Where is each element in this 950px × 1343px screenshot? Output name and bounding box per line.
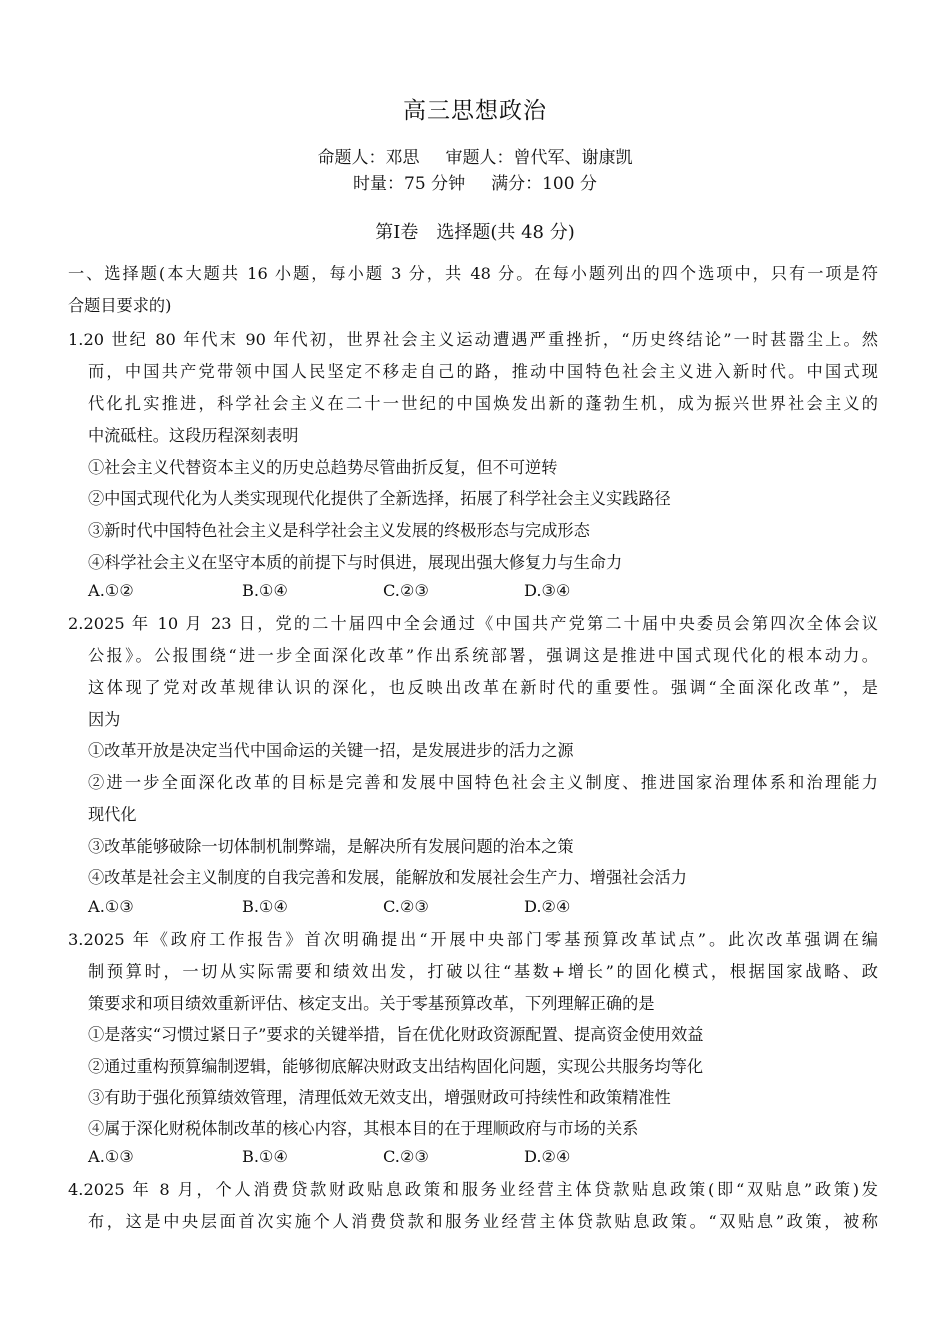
option-b[interactable]: B.①④ [242,581,289,600]
statement: ②通过重构预算编制逻辑，能够彻底解决财政支出结构固化问题，实现公共服务均等化 [88,1057,704,1076]
option-a[interactable]: A.①③ [88,897,134,916]
time-limit: 时量：75 分钟 [353,174,466,194]
question-stem-line: 而，中国共产党带领中国人民坚定不移走自己的路，推动中国特色社会主义进入新时代。中国式现 [88,362,878,381]
option-c[interactable]: C.②③ [383,1147,429,1166]
question-stem-line: 布，这是中央层面首次实施个人消费贷款和服务业经营主体贷款贴息政策。“双贴息”政策，被称 [88,1212,878,1231]
question-stem-line: 这体现了党对改革规律认识的深化，也反映出改革在新时代的重要性。强调“全面深化改革”，是 [88,678,878,697]
option-d[interactable]: D.②④ [524,897,571,916]
authors-line [0,143,950,168]
reviewers: 审题人：曾代军、谢康凯 [445,148,633,168]
instructions-line: 合题目要求的) [68,296,172,315]
statement: ③改革能够破除一切体制机制弊端，是解决所有发展问题的治本之策 [88,837,574,856]
question-stem-line: 策要求和项目绩效重新评估、核定支出。关于零基预算改革，下列理解正确的是 [88,994,655,1013]
question-stem-line: 制预算时，一切从实际需要和绩效出发，打破以往“基数+增长”的固化模式，根据国家战略、政 [88,962,878,981]
statement: ③有助于强化预算绩效管理，清理低效无效支出，增强财政可持续性和政策精准性 [88,1088,671,1107]
statement: ②中国式现代化为人类实现现代化提供了全新选择，拓展了科学社会主义实践路径 [88,489,671,508]
question-stem-line: 3.2025 年《政府工作报告》首次明确提出“开展中央部门零基预算改革试点”。此次改革强调在编 [68,930,878,949]
option-c[interactable]: C.②③ [383,581,429,600]
question-stem-line: 因为 [88,710,121,729]
statement: 现代化 [88,805,137,824]
full-score: 满分：100 分 [491,174,597,194]
question-stem-line: 2.2025 年 10 月 23 日，党的二十届四中全会通过《中国共产党第二十届中央委员会第四次全体会议 [68,614,878,633]
statement: ②进一步全面深化改革的目标是完善和发展中国特色社会主义制度、推进国家治理体系和治理能力 [88,773,878,792]
statement: ④科学社会主义在坚守本质的前提下与时俱进，展现出强大修复力与生命力 [88,553,623,572]
statement: ①是落实“习惯过紧日子”要求的关键举措，旨在优化财政资源配置、提高资金使用效益 [88,1025,704,1044]
statement: ①社会主义代替资本主义的历史总趋势尽管曲折反复，但不可逆转 [88,458,558,477]
question-stem-line: 1.20 世纪 80 年代末 90 年代初，世界社会主义运动遭遇严重挫折，“历史终结论”一时甚嚣尘上。然 [68,330,878,349]
time-score-line [0,169,950,194]
section-desc: 选择题(共 48 分) [436,222,575,243]
question-stem-line: 公报》。公报围绕“进一步全面深化改革”作出系统部署，强调这是推进中国式现代化的根本动力。 [88,646,878,665]
option-c[interactable]: C.②③ [383,897,429,916]
question-setter: 命题人：邓思 [317,148,420,168]
question-stem-line: 4.2025 年 8 月，个人消费贷款财政贴息政策和服务业经营主体贷款贴息政策(即“双贴息”政策)发 [68,1180,878,1199]
statement: ④属于深化财税体制改革的核心内容，其根本目的在于理顺政府与市场的关系 [88,1119,639,1138]
exam-title: 高三思想政治 [403,98,547,124]
option-b[interactable]: B.①④ [242,897,289,916]
option-a[interactable]: A.①② [88,581,134,600]
option-d[interactable]: D.②④ [524,1147,571,1166]
question-stem-line: 中流砥柱。这段历程深刻表明 [88,426,299,445]
section-name: 第Ⅰ卷 [375,222,419,243]
instructions-line: 一、选择题(本大题共 16 小题，每小题 3 分，共 48 分。在每小题列出的四个选项中，只有一项是符 [68,264,878,283]
section-heading [0,218,950,244]
statement: ③新时代中国特色社会主义是科学社会主义发展的终极形态与完成形态 [88,521,590,540]
statement: ①改革开放是决定当代中国命运的关键一招，是发展进步的活力之源 [88,741,574,760]
option-d[interactable]: D.③④ [524,581,571,600]
question-stem-line: 代化扎实推进，科学社会主义在二十一世纪的中国焕发出新的蓬勃生机，成为振兴世界社会主义的 [88,394,878,413]
option-a[interactable]: A.①③ [88,1147,134,1166]
option-b[interactable]: B.①④ [242,1147,289,1166]
statement: ④改革是社会主义制度的自我完善和发展，能解放和发展社会生产力、增强社会活力 [88,868,687,887]
